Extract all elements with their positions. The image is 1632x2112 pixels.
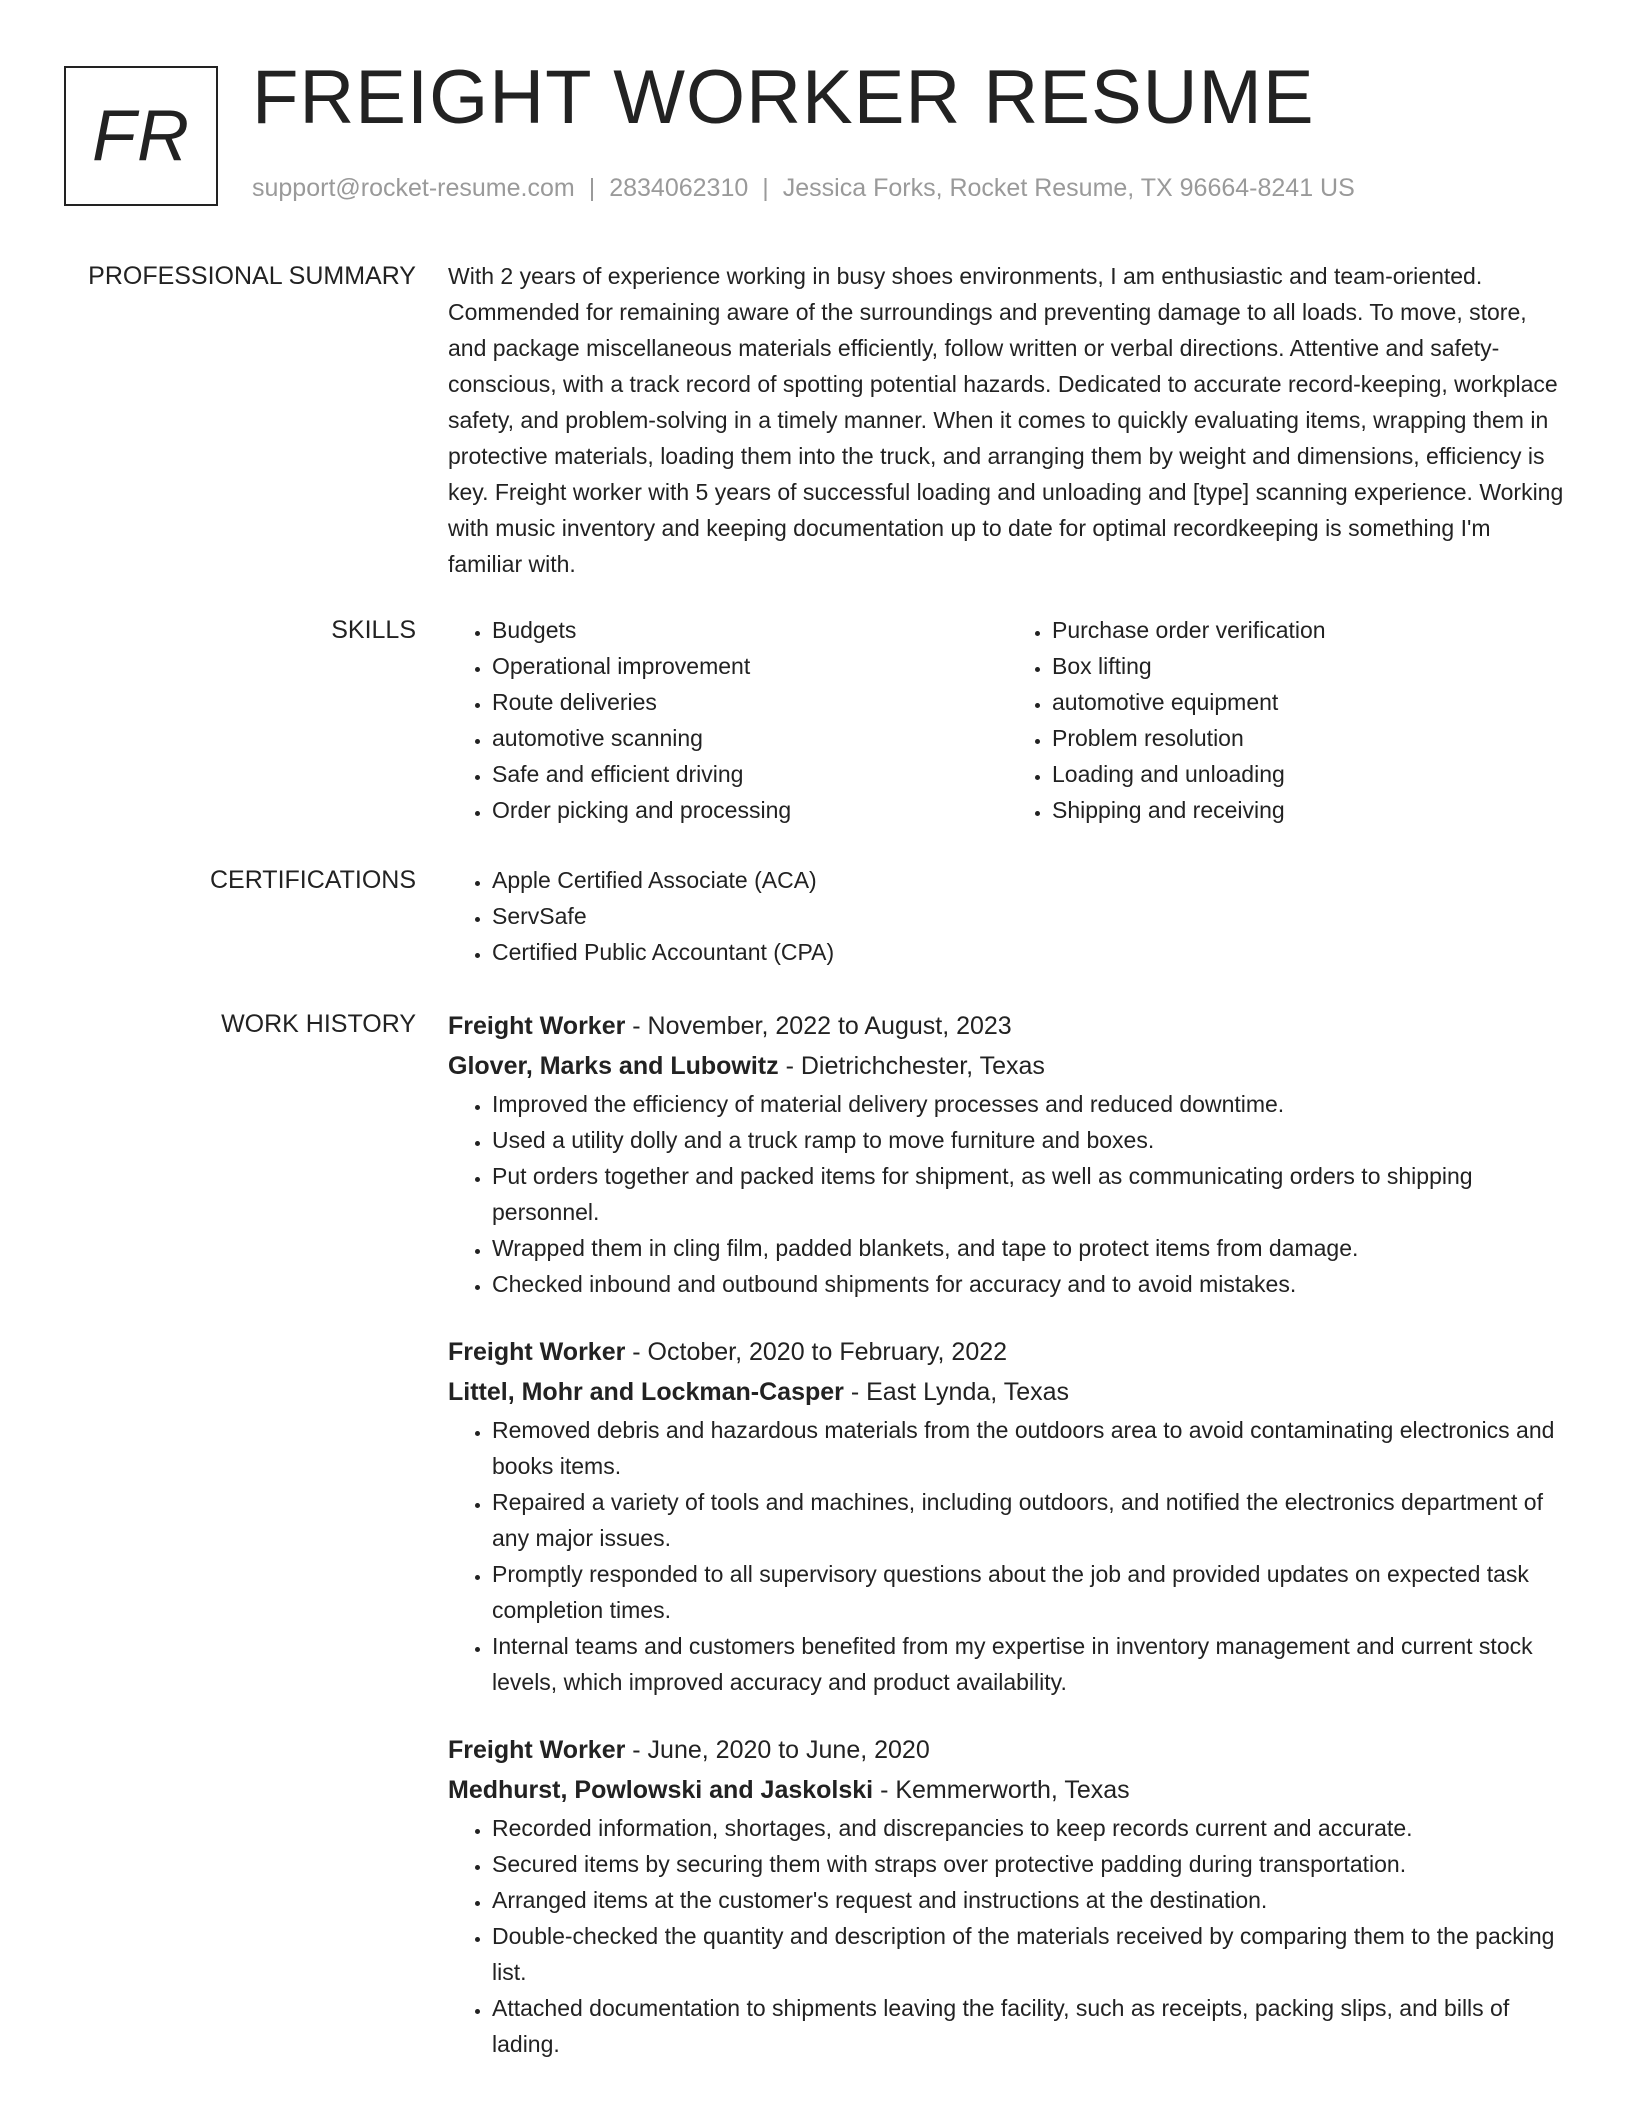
job-company: Glover, Marks and Lubowitz — [448, 1052, 779, 1080]
job-company: Littel, Mohr and Lockman-Casper — [448, 1378, 844, 1406]
certification-item: • Apple Certified Associate (ACA) — [492, 862, 1568, 898]
contact-phone: 2834062310 — [609, 174, 749, 202]
job-dates: - June, 2020 to June, 2020 — [625, 1736, 930, 1764]
job-company-line — [448, 1770, 1568, 1810]
job-entry — [448, 1006, 1568, 1302]
section-label-skills: SKILLS — [331, 616, 416, 644]
certifications-list — [448, 862, 1568, 970]
skill-item: • Shipping and receiving — [1052, 792, 1568, 828]
job-bullet: • Promptly responded to all supervisory questions about the job and provided updates on expected task completion times. — [492, 1556, 1568, 1628]
job-bullets — [448, 1412, 1568, 1700]
job-location: - Dietrichchester, Texas — [778, 1052, 1045, 1080]
job-bullet: • Repaired a variety of tools and machines, including outdoors, and notified the electronics department of any major issues. — [492, 1484, 1568, 1556]
job-bullet: • Attached documentation to shipments leaving the facility, such as receipts, packing slips, and bills of lading. — [492, 1990, 1568, 2062]
skill-item: • Route deliveries — [492, 684, 1008, 720]
job-bullet: • Improved the efficiency of material delivery processes and reduced downtime. — [492, 1086, 1568, 1122]
job-bullet: • Used a utility dolly and a truck ramp to move furniture and boxes. — [492, 1122, 1568, 1158]
job-entry — [448, 1730, 1568, 2062]
skill-item: • automotive scanning — [492, 720, 1008, 756]
job-title: Freight Worker — [448, 1338, 626, 1366]
job-bullet: • Arranged items at the customer's request and instructions at the destination. — [492, 1882, 1568, 1918]
job-bullet: • Internal teams and customers benefited from my expertise in inventory management and current stock levels, which improved accuracy and product availability. — [492, 1628, 1568, 1700]
skill-item: • Safe and efficient driving — [492, 756, 1008, 792]
summary-body — [448, 258, 1568, 582]
section-label-work-history: WORK HISTORY — [221, 1010, 416, 1038]
skill-item: • Budgets — [492, 612, 1008, 648]
work-history-body — [448, 1006, 1568, 2092]
skill-item: • Operational improvement — [492, 648, 1008, 684]
certifications-body — [448, 862, 1568, 970]
job-company: Medhurst, Powlowski and Jaskolski — [448, 1776, 874, 1804]
skill-item: • automotive equipment — [1052, 684, 1568, 720]
job-bullet: • Double-checked the quantity and description of the materials received by comparing them to the packing list. — [492, 1918, 1568, 1990]
job-bullet: • Secured items by securing them with straps over protective padding during transportation. — [492, 1846, 1568, 1882]
certification-item: • ServSafe — [492, 898, 1568, 934]
section-label-summary: PROFESSIONAL SUMMARY — [88, 262, 416, 290]
job-entry — [448, 1332, 1568, 1700]
contact-separator: | — [588, 174, 596, 202]
skill-item: • Loading and unloading — [1052, 756, 1568, 792]
job-company-line — [448, 1372, 1568, 1412]
job-title: Freight Worker — [448, 1012, 626, 1040]
summary-text: With 2 years of experience working in busy shoes environments, I am enthusiastic and team-oriented. Commended for remaining aware of the surroundings and preventing damage to all loads. To move, store, and package miscellaneous materials efficiently, follow written or verbal directions. Attentive and safety-conscious, with a track record of spotting potential hazards. Dedicated to accurate record-keeping, workplace safety, and problem-solving in a timely manner. When it comes to quickly evaluating items, wrapping them in protective materials, loading them into the truck, and arranging them by weight and dimensions, efficiency is key. Freight worker with 5 years of successful loading and unloading and [type] scanning experience. Working with music inventory and keeping documentation up to date for optimal recordkeeping is something I'm familiar with. — [448, 263, 1564, 577]
contact-email: support@rocket-resume.com — [252, 174, 575, 202]
contact-address: Jessica Forks, Rocket Resume, TX 96664-8241 US — [782, 174, 1355, 202]
skills-list-right — [1008, 612, 1568, 828]
job-title: Freight Worker — [448, 1736, 626, 1764]
job-location: - East Lynda, Texas — [843, 1378, 1070, 1406]
contact-separator: | — [762, 174, 769, 202]
skill-item: • Order picking and processing — [492, 792, 1008, 828]
job-bullet: • Removed debris and hazardous materials from the outdoors area to avoid contaminating electronics and books items. — [492, 1412, 1568, 1484]
job-dates: - November, 2022 to August, 2023 — [625, 1012, 1012, 1040]
contact-line — [252, 174, 1355, 203]
skills-list-left — [448, 612, 1008, 828]
job-bullets — [448, 1086, 1568, 1302]
job-location: - Kemmerworth, Texas — [873, 1776, 1130, 1804]
job-bullet: • Checked inbound and outbound shipments for accuracy and to avoid mistakes. — [492, 1266, 1568, 1302]
skills-body — [448, 612, 1568, 828]
job-title-line — [448, 1332, 1568, 1372]
job-bullet: • Put orders together and packed items for shipment, as well as communicating orders to shipping personnel. — [492, 1158, 1568, 1230]
job-company-line — [448, 1046, 1568, 1086]
job-bullet: • Recorded information, shortages, and discrepancies to keep records current and accurate. — [492, 1810, 1568, 1846]
job-dates: - October, 2020 to February, 2022 — [625, 1338, 1008, 1366]
job-bullets — [448, 1810, 1568, 2062]
skill-item: • Box lifting — [1052, 648, 1568, 684]
page-title: FREIGHT WORKER RESUME — [252, 55, 1315, 140]
skills-grid — [448, 612, 1568, 828]
section-label-certifications: CERTIFICATIONS — [209, 866, 416, 894]
job-title-line — [448, 1006, 1568, 1046]
skill-item: • Problem resolution — [1052, 720, 1568, 756]
monogram-logo: FR — [64, 66, 218, 206]
job-title-line — [448, 1730, 1568, 1770]
certification-item: • Certified Public Accountant (CPA) — [492, 934, 1568, 970]
job-bullet: • Wrapped them in cling film, padded blankets, and tape to protect items from damage. — [492, 1230, 1568, 1266]
skill-item: • Purchase order verification — [1052, 612, 1568, 648]
